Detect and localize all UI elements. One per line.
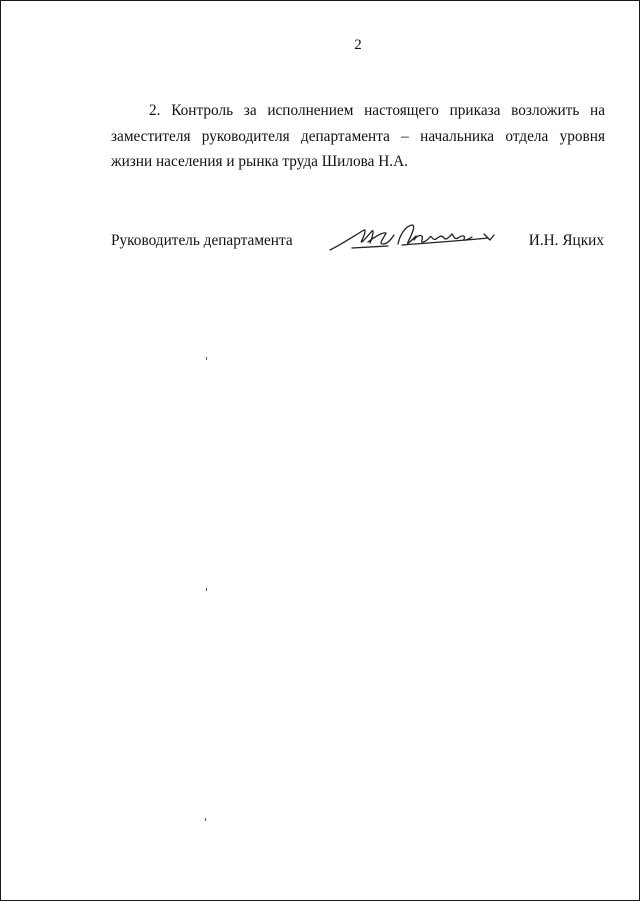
page-number: 2 bbox=[354, 37, 362, 53]
scan-speck bbox=[206, 357, 207, 360]
handwritten-signature bbox=[328, 222, 500, 254]
signatory-position: Руководитель департамента bbox=[111, 232, 293, 249]
paragraph-2: 2. Контроль за исполнением настоящего приказа возложить на заместителя руководителя департамента – начальника отдела уровня жизни населения и рынка труда Шилова Н.А. bbox=[111, 102, 605, 170]
document-body bbox=[111, 98, 605, 175]
scan-speck bbox=[205, 818, 206, 821]
signatory-name: И.Н. Яцких bbox=[528, 232, 604, 249]
scan-speck bbox=[206, 588, 207, 591]
